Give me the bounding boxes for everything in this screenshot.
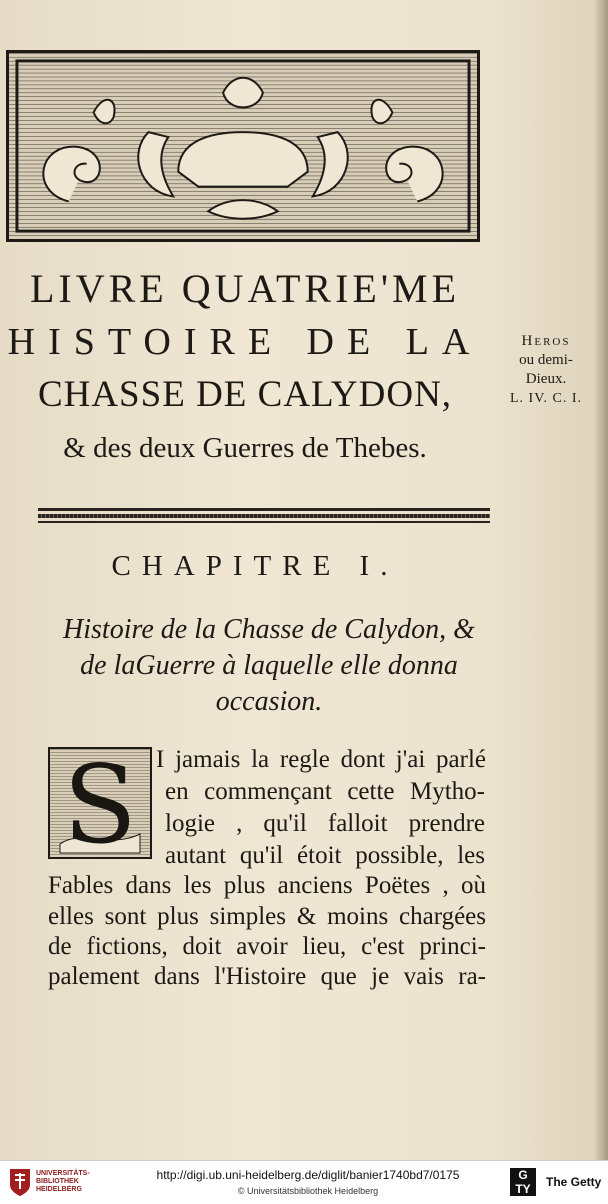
drop-cap-ornament	[48, 747, 152, 859]
margin-note	[490, 332, 602, 408]
copyright-notice: © Universitätsbibliothek Heidelberg	[237, 1186, 379, 1196]
university-library-name	[36, 1170, 106, 1194]
body-text-line: logie , qu'il falloit prendre	[165, 810, 485, 837]
body-text-line: elles sont plus simples & moins chargées	[48, 903, 486, 930]
margin-note-line: Dieux.	[525, 371, 567, 387]
chapter-subtitle-line: Histoire de la Chasse de Calydon, &	[63, 614, 475, 645]
drop-cap-letter: S	[63, 747, 137, 859]
library-name-line: BIBLIOTHEK	[36, 1178, 79, 1185]
book-title-line: HISTOIRE DE LA	[7, 321, 483, 363]
body-text-line: en commençant cette Mytho-	[165, 778, 485, 805]
library-name-line: UNIVERSITÄTS-	[36, 1170, 90, 1177]
chapter-heading: CHAPITRE I.	[111, 550, 399, 582]
body-text-line: I jamais la regle dont j'ai parlé	[156, 746, 486, 773]
chapter-subtitle-line: occasion.	[215, 686, 323, 717]
body-text-line: palement dans l'Histoire que je vais ra-	[48, 963, 486, 990]
getty-logo-icon: G TY	[510, 1168, 536, 1196]
chapter-subtitle-line: de laGuerre à laquelle elle donna	[80, 650, 458, 681]
margin-note-line: Heros	[521, 333, 571, 349]
library-name-line: HEIDELBERG	[36, 1186, 82, 1193]
body-text-line: Fables dans les plus anciens Poëtes , où	[48, 872, 486, 899]
headpiece-ornament	[6, 50, 480, 242]
page-url-link[interactable]: http://digi.ub.uni-heidelberg.de/diglit/banier1740bd7/0175	[156, 1168, 460, 1182]
divider-rule	[38, 521, 490, 523]
divider-rule	[38, 514, 490, 518]
viewer-footer	[0, 1160, 608, 1204]
book-title-line: CHASSE DE CALYDON,	[37, 374, 453, 415]
body-text-line: autant qu'il étoit possible, les	[165, 842, 485, 869]
body-text-line: de fictions, doit avoir lieu, c'est princi-	[48, 933, 486, 960]
margin-note-line: ou demi-	[519, 352, 573, 368]
book-title-line: LIVRE QUATRIE'ME	[29, 266, 461, 311]
book-title-line: & des deux Guerres de Thebes.	[63, 432, 427, 464]
getty-name: The Getty	[546, 1175, 602, 1189]
margin-note-line: L. IV. C. I.	[509, 391, 583, 406]
university-seal-icon	[8, 1167, 32, 1197]
divider-rule	[38, 508, 490, 511]
